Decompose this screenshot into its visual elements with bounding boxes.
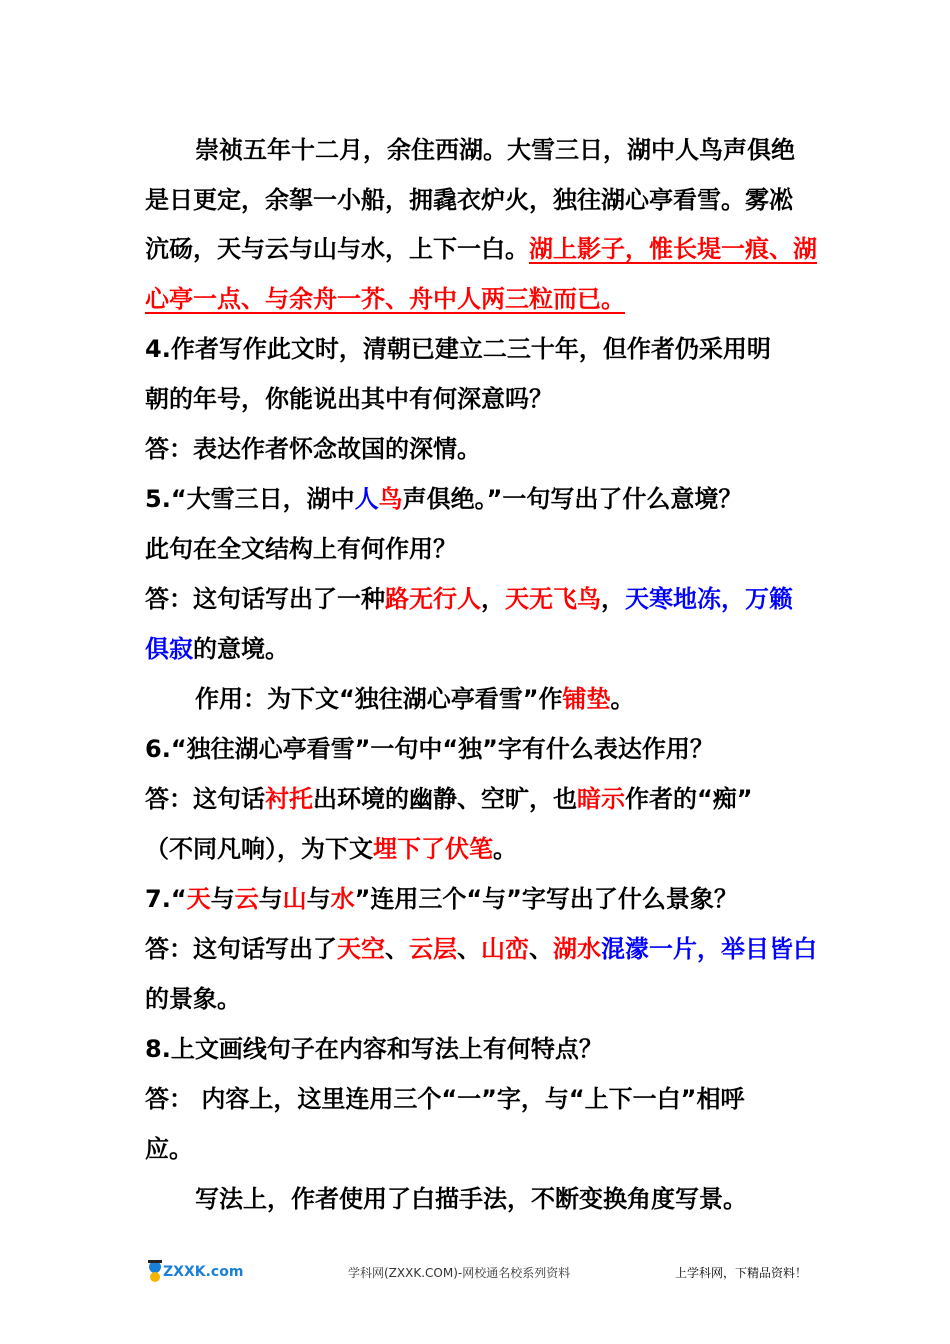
highlight-red: 山 — [282, 885, 307, 913]
answer-8-line-2 — [145, 1133, 815, 1165]
text: 、 — [529, 935, 553, 963]
answer-6-line-1 — [145, 783, 815, 815]
text: 出环境的幽静、空旷，也 — [313, 785, 577, 813]
text: 作用：为下文“独往湖心亭看雪”作 — [195, 685, 563, 713]
answer-7-line-1 — [145, 933, 815, 965]
paragraph-line-3 — [145, 233, 815, 265]
highlight-red: 天空 — [337, 935, 385, 963]
highlight-blue: 天寒地冻，万籁 — [625, 585, 793, 613]
text: 写法上，作者使用了白描手法，不断变换角度写景。 — [195, 1185, 747, 1213]
mascot-icon — [145, 1258, 165, 1284]
text: 与 — [306, 885, 331, 913]
question-7 — [145, 883, 815, 915]
footer-source: 学科网(ZXXK.COM)-网校通名校系列资料 — [348, 1266, 571, 1280]
answer-8-line-1 — [145, 1083, 815, 1115]
question-6 — [145, 733, 815, 765]
highlight-red: 鸟 — [378, 485, 403, 513]
text: 答： 内容上，这里连用三个“一”字，与“上下一白”相呼 — [145, 1085, 745, 1113]
text: 崇祯五年十二月，余住西湖。大雪三日，湖中人鸟声俱绝 — [195, 136, 795, 164]
highlight-red: 天无飞鸟 — [505, 585, 601, 613]
text: 是日更定，余挐一小船，拥毳衣炉火，独往湖心亭看雪。雾凇 — [145, 186, 793, 214]
highlight-red: 衬托 — [265, 785, 313, 813]
text: ， — [601, 585, 625, 613]
answer-4 — [145, 433, 815, 465]
paragraph-line-1 — [195, 134, 865, 166]
underlined-sentence: 心亭一点、与余舟一芥、舟中人两三粒而已。 — [145, 285, 625, 313]
highlight-blue: 俱寂 — [145, 635, 193, 663]
question-8 — [145, 1033, 815, 1065]
highlight-red: 天 — [186, 885, 211, 913]
highlight-red: 铺垫 — [562, 685, 611, 713]
text: （不同凡响），为下文 — [145, 835, 373, 863]
highlight-blue: 人 — [354, 485, 379, 513]
question-4-line-1 — [145, 333, 815, 365]
highlight-red: 埋下了伏笔 — [373, 835, 493, 863]
question-5-line-2 — [145, 533, 815, 565]
text: 答：表达作者怀念故国的深情。 — [145, 435, 481, 463]
answer-6-line-2 — [145, 833, 815, 865]
footer-slogan: 上学科网，下精品资料！ — [675, 1266, 808, 1280]
text: 8.上文画线句子在内容和写法上有何特点？ — [145, 1035, 603, 1063]
highlight-red: 路无行人 — [385, 585, 481, 613]
text: 答：这句话 — [145, 785, 265, 813]
underlined-sentence: 湖上影子，惟长堤一痕、湖 — [529, 235, 817, 263]
text: 声俱绝。”一句写出了什么意境？ — [402, 485, 743, 513]
answer-7-line-2 — [145, 983, 815, 1015]
answer-5-line-1 — [145, 583, 815, 615]
text: 。 — [610, 685, 635, 713]
text: 6.“独往湖心亭看雪”一句中“独”字有什么表达作用？ — [145, 735, 714, 763]
paragraph-line-4 — [145, 283, 815, 315]
question-4-line-2 — [145, 383, 815, 415]
highlight-red: 云层 — [409, 935, 457, 963]
text: 朝的年号，你能说出其中有何深意吗？ — [145, 385, 553, 413]
zxxk-logo — [145, 1258, 244, 1286]
highlight-red: 云 — [234, 885, 259, 913]
answer-5-line-2 — [145, 633, 815, 665]
text: ， — [481, 585, 505, 613]
text: 4.作者写作此文时，清朝已建立二三十年，但作者仍采用明 — [145, 335, 771, 363]
paragraph-line-2 — [145, 184, 815, 216]
text: 沆砀，天与云与山与水，上下一白。 — [145, 235, 529, 263]
text: 答：这句话写出了 — [145, 935, 337, 963]
highlight-red: 山峦 — [481, 935, 529, 963]
logo-text: ZXXK.com — [163, 1264, 244, 1280]
question-5-line-1 — [145, 483, 815, 515]
text: 、 — [457, 935, 481, 963]
answer-5-line-3 — [195, 683, 865, 715]
text: 此句在全文结构上有何作用？ — [145, 535, 457, 563]
highlight-red: 暗示 — [577, 785, 625, 813]
text: 、 — [385, 935, 409, 963]
page-footer — [0, 1258, 950, 1288]
text: 答：这句话写出了一种 — [145, 585, 385, 613]
text: 7.“ — [145, 885, 187, 913]
text: 的意境。 — [193, 635, 289, 663]
text: 与 — [258, 885, 283, 913]
text: 。 — [493, 835, 517, 863]
answer-8-line-3 — [195, 1183, 865, 1215]
text: 作者的“痴” — [625, 785, 753, 813]
text: 5.“大雪三日，湖中 — [145, 485, 355, 513]
text: 应。 — [145, 1135, 193, 1163]
text: 的景象。 — [145, 985, 241, 1013]
text: ”连用三个“与”字写出了什么景象？ — [354, 885, 738, 913]
highlight-red: 水 — [330, 885, 355, 913]
text: 与 — [210, 885, 235, 913]
highlight-blue: 混濛一片，举目皆白 — [601, 935, 817, 963]
highlight-red: 湖水 — [553, 935, 601, 963]
